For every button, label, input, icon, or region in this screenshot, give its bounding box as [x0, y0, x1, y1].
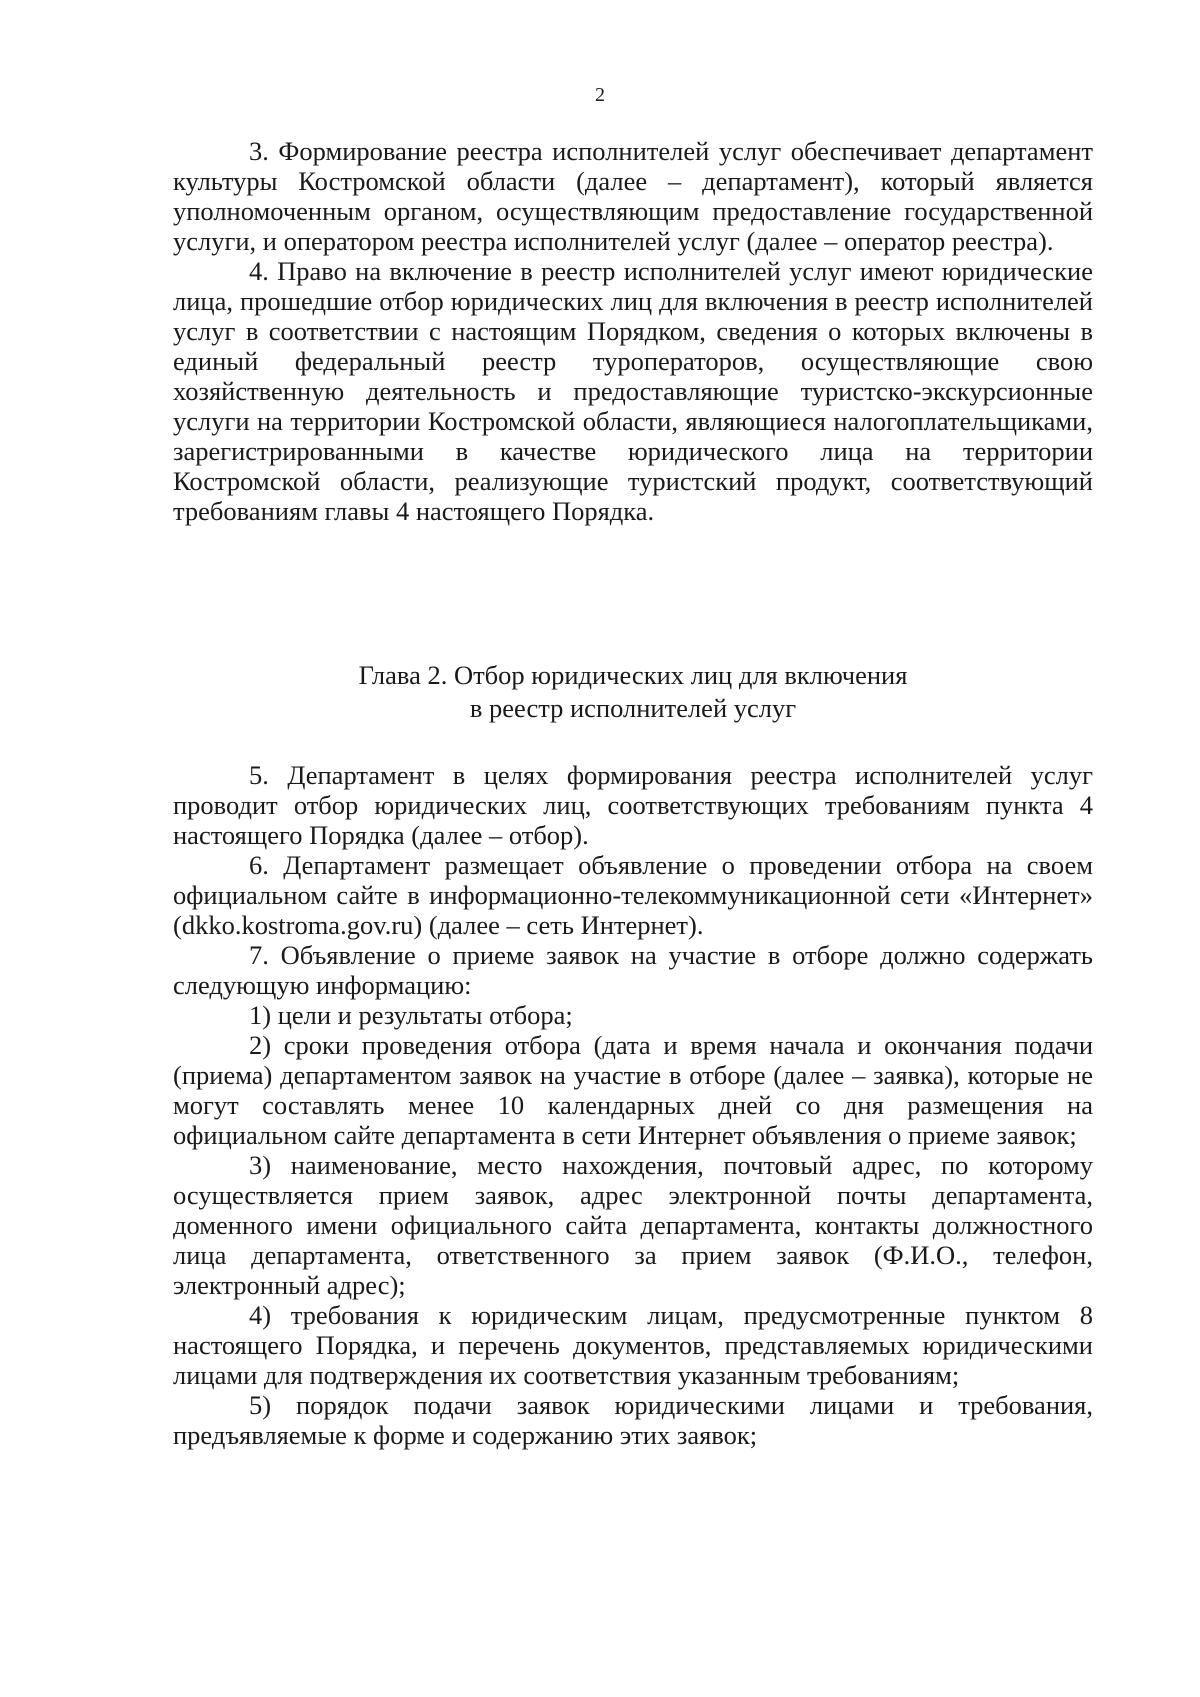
list-item-2: 2) сроки проведения отбора (дата и время начала и окончания подачи (приема) департаментом заявок на участие в отборе (далее – заявка), которые не могут составлять менее 10 календарных дней со дня размещения на официальном сайте департамента в сети Интернет объявления о приеме заявок;: [173, 1030, 1093, 1150]
list-item-4: 4) требования к юридическим лицам, предусмотренные пунктом 8 настоящего Порядка, и перечень документов, представляемых юридическими лицами для подтверждения их соответствия указанным требованиям;: [173, 1300, 1093, 1390]
paragraph-5: 5. Департамент в целях формирования реестра исполнителей услуг проводит отбор юридических лиц, соответствующих требованиям пункта 4 настоящего Порядка (далее – отбор).: [173, 760, 1093, 850]
paragraph-7: 7. Объявление о приеме заявок на участие в отборе должно содержать следующую информацию:: [173, 940, 1093, 1000]
paragraph-4: 4. Право на включение в реестр исполнителей услуг имеют юридические лица, прошедшие отбор юридических лиц для включения в реестр исполнителей услуг в соответствии с настоящим Порядком, сведения о которых включены в единый федеральный реестр туроператоров, осуществляющие свою хозяйственную деятельность и предоставляющие туристско-экскурсионные услуги на территории Костромской области, являющиеся налогоплательщиками, зарегистрированными в качестве юридического лица на территории Костромской области, реализующие туристский продукт, соответствующий требованиям главы 4 настоящего Порядка.: [173, 256, 1093, 526]
paragraph-6: 6. Департамент размещает объявление о проведении отбора на своем официальном сайте в информационно-телекоммуникационной сети «Интернет» (dkko.kostroma.gov.ru) (далее – сеть Интернет).: [173, 850, 1093, 940]
page-number: 2: [595, 84, 605, 106]
chapter-heading-line-1: Глава 2. Отбор юридических лиц для включения: [358, 660, 908, 690]
chapter-heading: [173, 659, 1093, 725]
list-item-3: 3) наименование, место нахождения, почтовый адрес, по которому осуществляется прием заявок, адрес электронной почты департамента, доменного имени официального сайта департамента, контакты должностного лица департамента, ответственного за прием заявок (Ф.И.О., телефон, электронный адрес);: [173, 1150, 1093, 1300]
paragraphs-after-heading: [173, 760, 1093, 1450]
list-item-5: 5) порядок подачи заявок юридическими лицами и требования, предъявляемые к форме и содержанию этих заявок;: [173, 1390, 1093, 1450]
chapter-heading-line-2: в реестр исполнителей услуг: [469, 693, 797, 723]
paragraphs-before-heading: [173, 136, 1093, 526]
paragraph-3: 3. Формирование реестра исполнителей услуг обеспечивает департамент культуры Костромской области (далее – департамент), который является уполномоченным органом, осуществляющим предоставление государственной услуги, и оператором реестра исполнителей услуг (далее – оператор реестра).: [173, 136, 1093, 256]
list-item-1: 1) цели и результаты отбора;: [249, 1000, 573, 1030]
